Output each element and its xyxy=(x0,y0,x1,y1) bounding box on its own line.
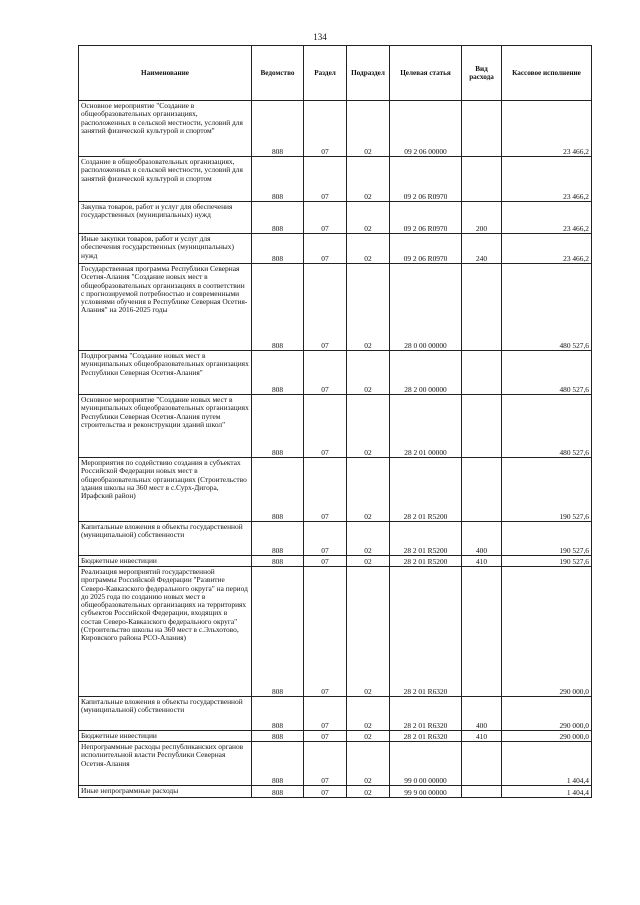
cell-section: 07 xyxy=(304,731,347,742)
cell-expense-type: 410 xyxy=(462,731,502,742)
cell-target: 28 2 01 R5200 xyxy=(390,522,462,556)
cell-amount: 1 404,4 xyxy=(502,742,592,786)
table-row xyxy=(79,742,592,786)
cell-target: 09 2 06 R0970 xyxy=(390,157,462,202)
cell-section: 07 xyxy=(304,697,347,731)
table-row xyxy=(79,395,592,458)
cell-expense-type xyxy=(462,742,502,786)
cell-department: 808 xyxy=(252,101,304,157)
cell-expense-type: 200 xyxy=(462,202,502,234)
cell-amount: 23 466,2 xyxy=(502,157,592,202)
cell-name: Непрограммные расходы республиканских органов исполнительной власти Республики Северная Осетия-Алания xyxy=(79,742,252,786)
cell-department: 808 xyxy=(252,731,304,742)
table-row xyxy=(79,522,592,556)
cell-target: 99 0 00 00000 xyxy=(390,742,462,786)
header-subsection: Подраздел xyxy=(347,46,390,101)
cell-subsection: 02 xyxy=(347,522,390,556)
table-row xyxy=(79,202,592,234)
cell-subsection: 02 xyxy=(347,395,390,458)
cell-name: Подпрограмма "Создание новых мест в муниципальных общеобразовательных организациях Республики Северная Осетия-Алания" xyxy=(79,351,252,395)
table-row xyxy=(79,458,592,522)
cell-section: 07 xyxy=(304,522,347,556)
budget-table xyxy=(78,45,592,798)
header-department: Ведомство xyxy=(252,46,304,101)
cell-amount: 23 466,2 xyxy=(502,101,592,157)
cell-amount: 190 527,6 xyxy=(502,556,592,567)
table-row xyxy=(79,264,592,351)
cell-subsection: 02 xyxy=(347,742,390,786)
cell-expense-type xyxy=(462,351,502,395)
cell-amount: 23 466,2 xyxy=(502,202,592,234)
cell-name: Государственная программа Республики Северная Осетия-Алания "Создание новых мест в общеобразовательных организациях в соответствии с прогнозируемой потребностью и современными условиями обучения в Республике Северная Осетия-Алания" на 2016-2025 годы xyxy=(79,264,252,351)
cell-expense-type xyxy=(462,101,502,157)
cell-target: 99 9 00 00000 xyxy=(390,786,462,798)
cell-name: Капитальные вложения в объекты государственной (муниципальной) собственности xyxy=(79,522,252,556)
cell-amount: 290 000,0 xyxy=(502,731,592,742)
cell-name: Закупка товаров, работ и услуг для обеспечения государственных (муниципальных) нужд xyxy=(79,202,252,234)
cell-subsection: 02 xyxy=(347,556,390,567)
cell-expense-type xyxy=(462,157,502,202)
cell-amount: 190 527,6 xyxy=(502,522,592,556)
cell-target: 28 2 01 R5200 xyxy=(390,458,462,522)
table-row xyxy=(79,157,592,202)
header-section: Раздел xyxy=(304,46,347,101)
cell-name: Создание в общеобразовательных организациях, расположенных в сельской местности, условий для занятий физической культурой и спортом xyxy=(79,157,252,202)
cell-name: Основное мероприятие "Создание в общеобразовательных организациях, расположенных в сельской местности, условий для занятий физической культурой и спортом" xyxy=(79,101,252,157)
cell-target: 09 2 06 R0970 xyxy=(390,202,462,234)
cell-section: 07 xyxy=(304,395,347,458)
cell-department: 808 xyxy=(252,522,304,556)
cell-target: 28 2 01 R6320 xyxy=(390,731,462,742)
header-name: Наименование xyxy=(79,46,252,101)
cell-expense-type xyxy=(462,264,502,351)
cell-amount: 480 527,6 xyxy=(502,395,592,458)
cell-expense-type: 400 xyxy=(462,522,502,556)
table-row xyxy=(79,786,592,798)
cell-department: 808 xyxy=(252,567,304,697)
table-row xyxy=(79,351,592,395)
cell-subsection: 02 xyxy=(347,731,390,742)
cell-expense-type: 240 xyxy=(462,234,502,264)
cell-target: 28 2 01 R6320 xyxy=(390,697,462,731)
cell-section: 07 xyxy=(304,567,347,697)
cell-target: 09 2 06 R0970 xyxy=(390,234,462,264)
cell-section: 07 xyxy=(304,351,347,395)
cell-target: 28 2 00 00000 xyxy=(390,351,462,395)
cell-expense-type: 400 xyxy=(462,697,502,731)
cell-target: 28 0 00 00000 xyxy=(390,264,462,351)
table-row xyxy=(79,234,592,264)
cell-name: Иные закупки товаров, работ и услуг для обеспечения государственных (муниципальных) нужд xyxy=(79,234,252,264)
cell-subsection: 02 xyxy=(347,351,390,395)
table-row xyxy=(79,556,592,567)
cell-section: 07 xyxy=(304,786,347,798)
cell-name: Мероприятия по содействию создания в субъектах Российской Федерации новых мест в общеобразовательных организациях (Строительство здания школы на 360 мест в с.Сурх-Дигора, Ирафский район) xyxy=(79,458,252,522)
cell-subsection: 02 xyxy=(347,786,390,798)
cell-department: 808 xyxy=(252,458,304,522)
cell-amount: 480 527,6 xyxy=(502,264,592,351)
cell-amount: 190 527,6 xyxy=(502,458,592,522)
cell-subsection: 02 xyxy=(347,234,390,264)
cell-section: 07 xyxy=(304,157,347,202)
cell-section: 07 xyxy=(304,101,347,157)
cell-department: 808 xyxy=(252,234,304,264)
cell-expense-type xyxy=(462,395,502,458)
cell-target: 09 2 06 00000 xyxy=(390,101,462,157)
cell-target: 28 2 01 R6320 xyxy=(390,567,462,697)
cell-section: 07 xyxy=(304,202,347,234)
cell-section: 07 xyxy=(304,556,347,567)
cell-department: 808 xyxy=(252,786,304,798)
cell-amount: 23 466,2 xyxy=(502,234,592,264)
cell-subsection: 02 xyxy=(347,458,390,522)
cell-subsection: 02 xyxy=(347,101,390,157)
table-row xyxy=(79,697,592,731)
cell-name: Бюджетные инвестиции xyxy=(79,731,252,742)
cell-name: Капитальные вложения в объекты государственной (муниципальной) собственности xyxy=(79,697,252,731)
cell-amount: 290 000,0 xyxy=(502,697,592,731)
cell-section: 07 xyxy=(304,264,347,351)
cell-subsection: 02 xyxy=(347,264,390,351)
table-header-row xyxy=(79,46,592,101)
cell-department: 808 xyxy=(252,157,304,202)
cell-name: Основное мероприятие "Создание новых мест в муниципальных общеобразовательных организациях Республики Северная Осетия-Алания путем строительства и реконструкции зданий школ" xyxy=(79,395,252,458)
page-number: 134 xyxy=(313,32,327,42)
header-target: Целевая статья xyxy=(390,46,462,101)
cell-department: 808 xyxy=(252,395,304,458)
cell-department: 808 xyxy=(252,556,304,567)
cell-subsection: 02 xyxy=(347,697,390,731)
cell-section: 07 xyxy=(304,458,347,522)
cell-name: Реализация мероприятий государственной программы Российской Федерации "Развитие Северо-Кавказского федерального округа" на период до 2025 года по созданию новых мест в общеобразовательных организациях на территориях субъектов Российской Федерации, входящих в состав Северо-Кавказского федерального округа" (Строительство школы на 360 мест в с.Эльхотово, Кировского района РСО-Алания) xyxy=(79,567,252,697)
cell-section: 07 xyxy=(304,742,347,786)
table-row xyxy=(79,731,592,742)
table-row xyxy=(79,567,592,697)
cell-department: 808 xyxy=(252,697,304,731)
table-row xyxy=(79,101,592,157)
header-expense-type: Вид расхода xyxy=(462,46,502,101)
cell-expense-type: 410 xyxy=(462,556,502,567)
cell-target: 28 2 01 00000 xyxy=(390,395,462,458)
cell-department: 808 xyxy=(252,202,304,234)
cell-name: Иные непрограммные расходы xyxy=(79,786,252,798)
cell-amount: 1 404,4 xyxy=(502,786,592,798)
cell-amount: 480 527,6 xyxy=(502,351,592,395)
cell-section: 07 xyxy=(304,234,347,264)
cell-subsection: 02 xyxy=(347,202,390,234)
cell-department: 808 xyxy=(252,264,304,351)
cell-subsection: 02 xyxy=(347,157,390,202)
cell-subsection: 02 xyxy=(347,567,390,697)
cell-department: 808 xyxy=(252,351,304,395)
cell-name: Бюджетные инвестиции xyxy=(79,556,252,567)
header-amount: Кассовое исполнение xyxy=(502,46,592,101)
cell-target: 28 2 01 R5200 xyxy=(390,556,462,567)
cell-expense-type xyxy=(462,567,502,697)
cell-department: 808 xyxy=(252,742,304,786)
cell-expense-type xyxy=(462,458,502,522)
cell-expense-type xyxy=(462,786,502,798)
cell-amount: 290 000,0 xyxy=(502,567,592,697)
